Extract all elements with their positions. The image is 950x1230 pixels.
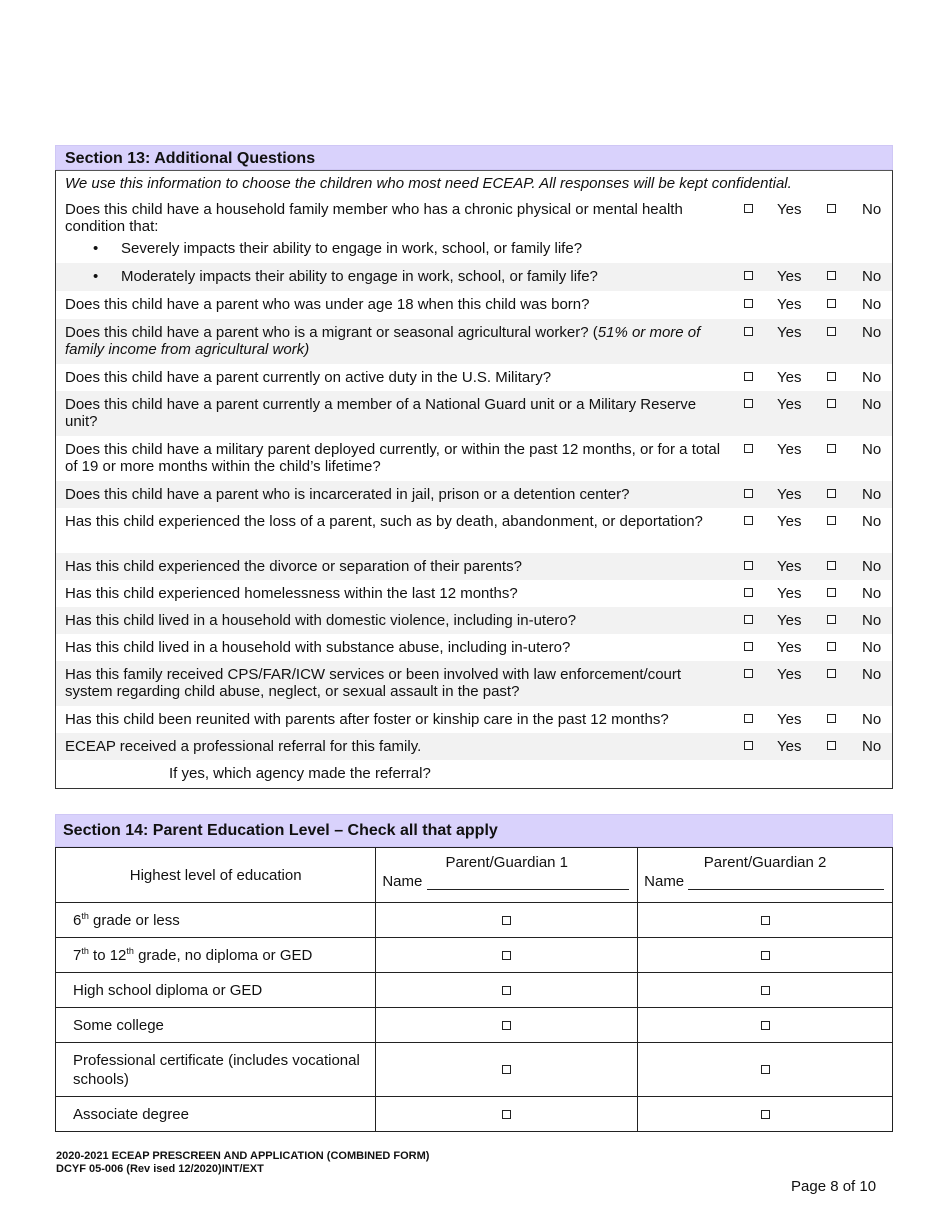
question-text: Does this child have a military parent deployed currently, or within the past 12 months, or for a total of 19 or more months within the child’s lifetime? — [65, 441, 721, 475]
yes-label: Yes — [777, 296, 802, 313]
answer-group — [56, 201, 892, 218]
question-text: • Severely impacts their ability to engage in work, school, or family life? — [93, 240, 583, 257]
education-table — [55, 847, 893, 1132]
no-checkbox[interactable] — [827, 204, 836, 213]
yes-label: Yes — [777, 711, 802, 728]
no-label: No — [862, 268, 882, 285]
parent-2-checkbox[interactable] — [761, 1065, 770, 1074]
answer-group — [56, 585, 892, 602]
education-level-label: 7th to 12th grade, no diploma or GED — [56, 938, 376, 973]
no-checkbox[interactable] — [827, 327, 836, 336]
answer-group — [56, 486, 892, 503]
no-label: No — [862, 486, 882, 503]
no-label: No — [862, 612, 882, 629]
bullet-icon: • — [93, 240, 99, 257]
yes-checkbox[interactable] — [744, 669, 753, 678]
yes-label: Yes — [777, 513, 802, 530]
parent-2-checkbox[interactable] — [761, 951, 770, 960]
column-header-parent-2 — [638, 848, 893, 903]
answer-group — [56, 711, 892, 728]
no-checkbox[interactable] — [827, 561, 836, 570]
answer-group — [56, 268, 892, 285]
question-text: Has this child experienced homelessness within the last 12 months? — [65, 585, 518, 602]
education-row — [56, 938, 893, 973]
yes-checkbox[interactable] — [744, 299, 753, 308]
form-number: DCYF 05-006 (Rev ised 12/2020)INT/EXT — [56, 1163, 264, 1175]
answer-group — [56, 738, 892, 755]
yes-checkbox[interactable] — [744, 615, 753, 624]
yes-checkbox[interactable] — [744, 714, 753, 723]
section-13 — [55, 145, 893, 789]
no-label: No — [862, 324, 882, 341]
yes-checkbox[interactable] — [744, 444, 753, 453]
no-label: No — [862, 201, 882, 218]
answer-group — [56, 612, 892, 629]
yes-label: Yes — [777, 666, 802, 683]
answer-group — [56, 324, 892, 341]
education-level-label: High school diploma or GED — [56, 973, 376, 1008]
no-label: No — [862, 738, 882, 755]
question-text: Has this family received CPS/FAR/ICW services or been involved with law enforcement/court system regarding child abuse, neglect, or sexual assault in the past? — [65, 666, 682, 700]
no-checkbox[interactable] — [827, 271, 836, 280]
yes-label: Yes — [777, 486, 802, 503]
yes-checkbox[interactable] — [744, 642, 753, 651]
parent-1-checkbox[interactable] — [502, 986, 511, 995]
parent-1-label: Parent/Guardian 1 — [445, 854, 569, 871]
question-row — [56, 391, 892, 436]
no-label: No — [862, 639, 882, 656]
form-title: 2020-2021 ECEAP PRESCREEN AND APPLICATION (COMBINED FORM) — [56, 1150, 430, 1162]
parent-2-checkbox[interactable] — [761, 986, 770, 995]
parent-2-name-field[interactable] — [638, 871, 892, 890]
question-row — [56, 263, 892, 291]
question-row — [56, 291, 892, 319]
answer-group — [56, 441, 892, 458]
no-checkbox[interactable] — [827, 642, 836, 651]
question-text: Does this child have a household family member who has a chronic physical or mental health condition that: — [65, 201, 683, 235]
yes-label: Yes — [777, 585, 802, 602]
question-row — [56, 364, 892, 391]
question-row — [56, 607, 892, 634]
no-checkbox[interactable] — [827, 299, 836, 308]
question-row — [56, 508, 892, 553]
question-row — [56, 235, 892, 263]
education-row — [56, 1008, 893, 1043]
education-row — [56, 973, 893, 1008]
section-13-intro: We use this information to choose the children who most need ECEAP. All responses will be kept confidential. — [65, 175, 792, 192]
no-checkbox[interactable] — [827, 489, 836, 498]
education-header-row — [56, 848, 893, 903]
yes-checkbox[interactable] — [744, 271, 753, 280]
no-label: No — [862, 369, 882, 386]
yes-checkbox[interactable] — [744, 372, 753, 381]
yes-checkbox[interactable] — [744, 489, 753, 498]
name-label: Name — [644, 873, 685, 890]
question-text: Does this child have a parent who was under age 18 when this child was born? — [65, 296, 590, 313]
question-text: Does this child have a parent currently a member of a National Guard unit or a Military Reserve unit? — [65, 396, 697, 430]
question-text: Has this child lived in a household with substance abuse, including in-utero? — [65, 639, 571, 656]
section-14-title: Section 14: Parent Education Level – Check all that apply — [55, 814, 893, 847]
question-text: Does this child have a parent who is a migrant or seasonal agricultural worker? (51% or more of family income from agricultural work) — [65, 324, 701, 358]
answer-group — [56, 396, 892, 413]
answer-group — [56, 296, 892, 313]
yes-label: Yes — [777, 738, 802, 755]
no-checkbox[interactable] — [827, 372, 836, 381]
question-row — [56, 661, 892, 706]
answer-group — [56, 666, 892, 683]
yes-label: Yes — [777, 268, 802, 285]
education-row — [56, 1097, 893, 1132]
parent-2-checkbox[interactable] — [761, 916, 770, 925]
education-row — [56, 1043, 893, 1097]
answer-group — [56, 558, 892, 575]
no-label: No — [862, 441, 882, 458]
education-row — [56, 903, 893, 938]
education-level-label: Professional certificate (includes vocational schools) — [56, 1043, 376, 1097]
question-text: Has this child lived in a household with domestic violence, including in-utero? — [65, 612, 577, 629]
question-row — [56, 634, 892, 661]
no-checkbox[interactable] — [827, 444, 836, 453]
parent-2-label: Parent/Guardian 2 — [703, 854, 827, 871]
answer-group — [56, 369, 892, 386]
section-13-title: Section 13: Additional Questions — [55, 145, 893, 170]
yes-checkbox[interactable] — [744, 399, 753, 408]
answer-group — [56, 513, 892, 530]
no-label: No — [862, 296, 882, 313]
no-checkbox[interactable] — [827, 516, 836, 525]
yes-label: Yes — [777, 639, 802, 656]
education-level-label: Associate degree — [56, 1097, 376, 1132]
no-checkbox[interactable] — [827, 714, 836, 723]
yes-checkbox[interactable] — [744, 516, 753, 525]
name-label: Name — [382, 873, 423, 890]
no-label: No — [862, 513, 882, 530]
yes-checkbox[interactable] — [744, 561, 753, 570]
no-checkbox[interactable] — [827, 399, 836, 408]
yes-checkbox[interactable] — [744, 588, 753, 597]
no-label: No — [862, 396, 882, 413]
yes-label: Yes — [777, 441, 802, 458]
yes-label: Yes — [777, 201, 802, 218]
yes-label: Yes — [777, 324, 802, 341]
education-level-label: Some college — [56, 1008, 376, 1043]
answer-group — [56, 639, 892, 656]
parent-1-name-field[interactable] — [376, 871, 637, 890]
no-label: No — [862, 558, 882, 575]
question-row — [56, 706, 892, 733]
no-checkbox[interactable] — [827, 588, 836, 597]
question-text: • Moderately impacts their ability to engage in work, school, or family life? — [93, 268, 598, 285]
parent-1-checkbox[interactable] — [502, 1065, 511, 1074]
no-label: No — [862, 666, 882, 683]
parent-1-checkbox[interactable] — [502, 916, 511, 925]
no-checkbox[interactable] — [827, 741, 836, 750]
referral-agency-row[interactable] — [56, 760, 892, 788]
question-row — [56, 436, 892, 481]
yes-label: Yes — [777, 558, 802, 575]
yes-label: Yes — [777, 612, 802, 629]
bullet-icon: • — [93, 268, 99, 285]
no-checkbox[interactable] — [827, 669, 836, 678]
no-label: No — [862, 585, 882, 602]
yes-label: Yes — [777, 396, 802, 413]
yes-checkbox[interactable] — [744, 741, 753, 750]
page-number: Page 8 of 10 — [791, 1178, 877, 1195]
yes-checkbox[interactable] — [744, 327, 753, 336]
parent-2-checkbox[interactable] — [761, 1021, 770, 1030]
yes-label: Yes — [777, 369, 802, 386]
no-label: No — [862, 711, 882, 728]
parent-1-checkbox[interactable] — [502, 951, 511, 960]
question-row — [56, 196, 892, 235]
column-header-level: Highest level of education — [56, 848, 376, 903]
parent-1-checkbox[interactable] — [502, 1110, 511, 1119]
question-text: Has this child experienced the loss of a parent, such as by death, abandonment, or deportation? — [65, 513, 703, 530]
question-row — [56, 580, 892, 607]
no-checkbox[interactable] — [827, 615, 836, 624]
question-text: ECEAP received a professional referral for this family. — [65, 738, 422, 755]
question-text: Does this child have a parent currently on active duty in the U.S. Military? — [65, 369, 552, 386]
parent-2-checkbox[interactable] — [761, 1110, 770, 1119]
question-text: Does this child have a parent who is incarcerated in jail, prison or a detention center? — [65, 486, 630, 503]
question-row — [56, 553, 892, 580]
education-level-label: 6th grade or less — [56, 903, 376, 938]
parent-1-checkbox[interactable] — [502, 1021, 511, 1030]
column-header-parent-1 — [376, 848, 638, 903]
section-13-body — [55, 170, 893, 789]
section-14 — [55, 814, 893, 1132]
question-text: Has this child been reunited with parents after foster or kinship care in the past 12 months? — [65, 711, 669, 728]
form-footer — [56, 1150, 429, 1176]
referral-agency-label: If yes, which agency made the referral? — [169, 765, 431, 782]
question-row — [56, 481, 892, 508]
question-row — [56, 319, 892, 364]
question-row — [56, 733, 892, 760]
yes-checkbox[interactable] — [744, 204, 753, 213]
question-text: Has this child experienced the divorce or separation of their parents? — [65, 558, 522, 575]
